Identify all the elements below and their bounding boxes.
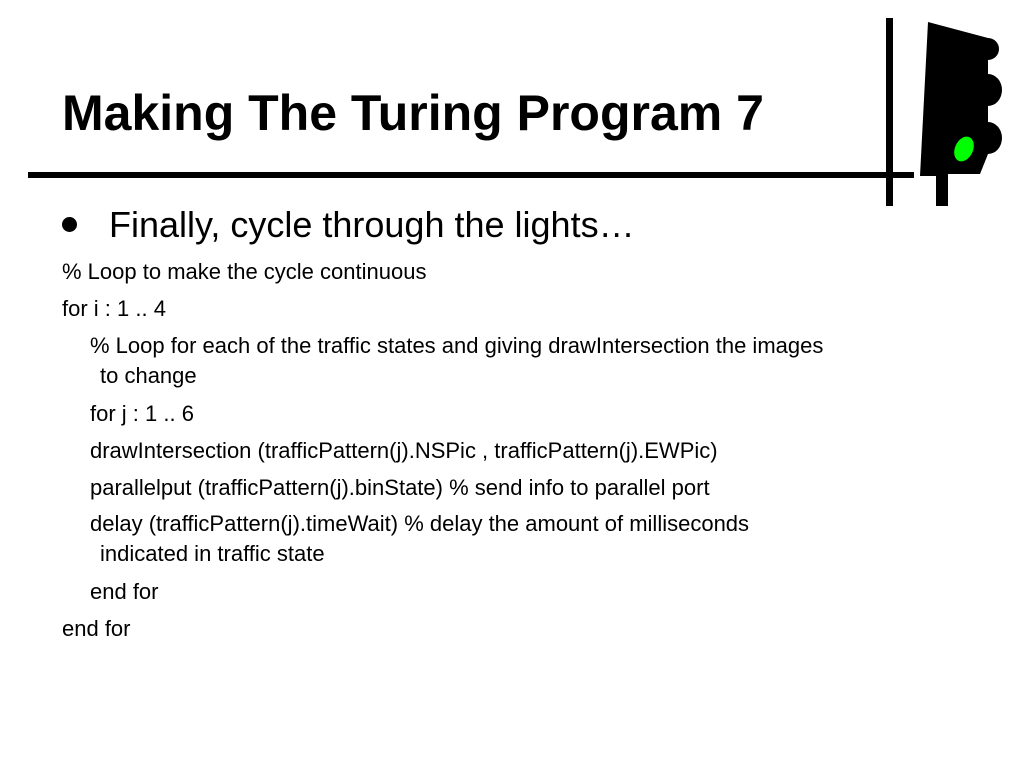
bullet-text: Finally, cycle through the lights… [109, 204, 635, 245]
code-line-3-main: % Loop for each of the traffic states and giving drawIntersection the images [90, 333, 824, 358]
code-line-2: for i : 1 .. 4 [62, 296, 166, 321]
code-line-7-main: delay (trafficPattern(j).timeWait) % delay the amount of milliseconds [90, 511, 750, 536]
code-line-6: parallelput (trafficPattern(j).binState) % send info to parallel port [90, 475, 710, 500]
bullet-dot [62, 217, 77, 232]
code-line-3 [90, 331, 823, 391]
code-line-5: drawIntersection (trafficPattern(j).NSPic , trafficPattern(j).EWPic) [90, 438, 718, 463]
title-divider [28, 172, 914, 178]
traffic-light-icon [880, 14, 1010, 210]
slide-title: Making The Turing Program 7 [62, 85, 764, 141]
code-line-4: for j : 1 .. 6 [90, 401, 194, 426]
code-line-3-cont: to change [100, 363, 197, 388]
code-line-9: end for [62, 616, 131, 641]
code-line-8: end for [90, 579, 159, 604]
bullet-item [62, 204, 635, 245]
code-line-7-cont: indicated in traffic state [100, 541, 325, 566]
code-line-7 [90, 509, 749, 569]
code-line-1: % Loop to make the cycle continuous [62, 259, 427, 284]
